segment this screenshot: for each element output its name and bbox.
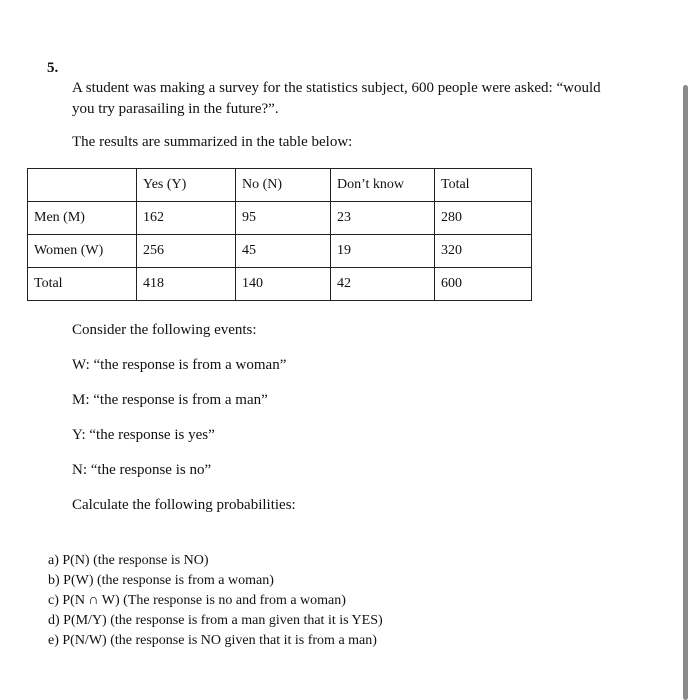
table-cell: 23 bbox=[331, 202, 435, 235]
table-cell: 280 bbox=[435, 202, 532, 235]
event-m: M: “the response is from a man” bbox=[72, 392, 268, 408]
table-header-cell bbox=[28, 169, 137, 202]
table-cell: 320 bbox=[435, 235, 532, 268]
table-cell: 19 bbox=[331, 235, 435, 268]
table-cell: 256 bbox=[137, 235, 236, 268]
table-cell: 418 bbox=[137, 268, 236, 301]
probability-item-a: a) P(N) (the response is NO) bbox=[48, 553, 209, 568]
probability-item-e: e) P(N/W) (the response is NO given that it is from a man) bbox=[48, 633, 377, 648]
row-label: Total bbox=[28, 268, 137, 301]
event-w: W: “the response is from a woman” bbox=[72, 357, 287, 373]
table-header-cell: No (N) bbox=[236, 169, 331, 202]
question-number: 5. bbox=[47, 60, 59, 76]
table-cell: 42 bbox=[331, 268, 435, 301]
results-table bbox=[27, 168, 532, 301]
table-header-cell: Don’t know bbox=[331, 169, 435, 202]
table-intro: The results are summarized in the table below: bbox=[72, 134, 353, 150]
table-header-row bbox=[28, 169, 532, 202]
table-row bbox=[28, 268, 532, 301]
table-header-cell: Total bbox=[435, 169, 532, 202]
table-cell: 45 bbox=[236, 235, 331, 268]
probability-list bbox=[48, 551, 383, 651]
event-n: N: “the response is no” bbox=[72, 462, 212, 478]
row-label: Men (M) bbox=[28, 202, 137, 235]
events-intro: Consider the following events: bbox=[72, 322, 257, 338]
table-cell: 140 bbox=[236, 268, 331, 301]
probability-item-d: d) P(M/Y) (the response is from a man given that it is YES) bbox=[48, 613, 383, 628]
table-cell: 600 bbox=[435, 268, 532, 301]
probability-item-c: c) P(N ∩ W) (The response is no and from a woman) bbox=[48, 593, 346, 608]
table-header-cell: Yes (Y) bbox=[137, 169, 236, 202]
row-label: Women (W) bbox=[28, 235, 137, 268]
event-y: Y: “the response is yes” bbox=[72, 427, 215, 443]
calculate-intro: Calculate the following probabilities: bbox=[72, 497, 296, 513]
table-cell: 162 bbox=[137, 202, 236, 235]
table-cell: 95 bbox=[236, 202, 331, 235]
vertical-scrollbar[interactable] bbox=[683, 85, 688, 700]
table-row bbox=[28, 202, 532, 235]
question-intro: A student was making a survey for the statistics subject, 600 people were asked: “would you try parasailing in the future?”. bbox=[72, 80, 601, 117]
table-row bbox=[28, 235, 532, 268]
probability-item-b: b) P(W) (the response is from a woman) bbox=[48, 573, 274, 588]
